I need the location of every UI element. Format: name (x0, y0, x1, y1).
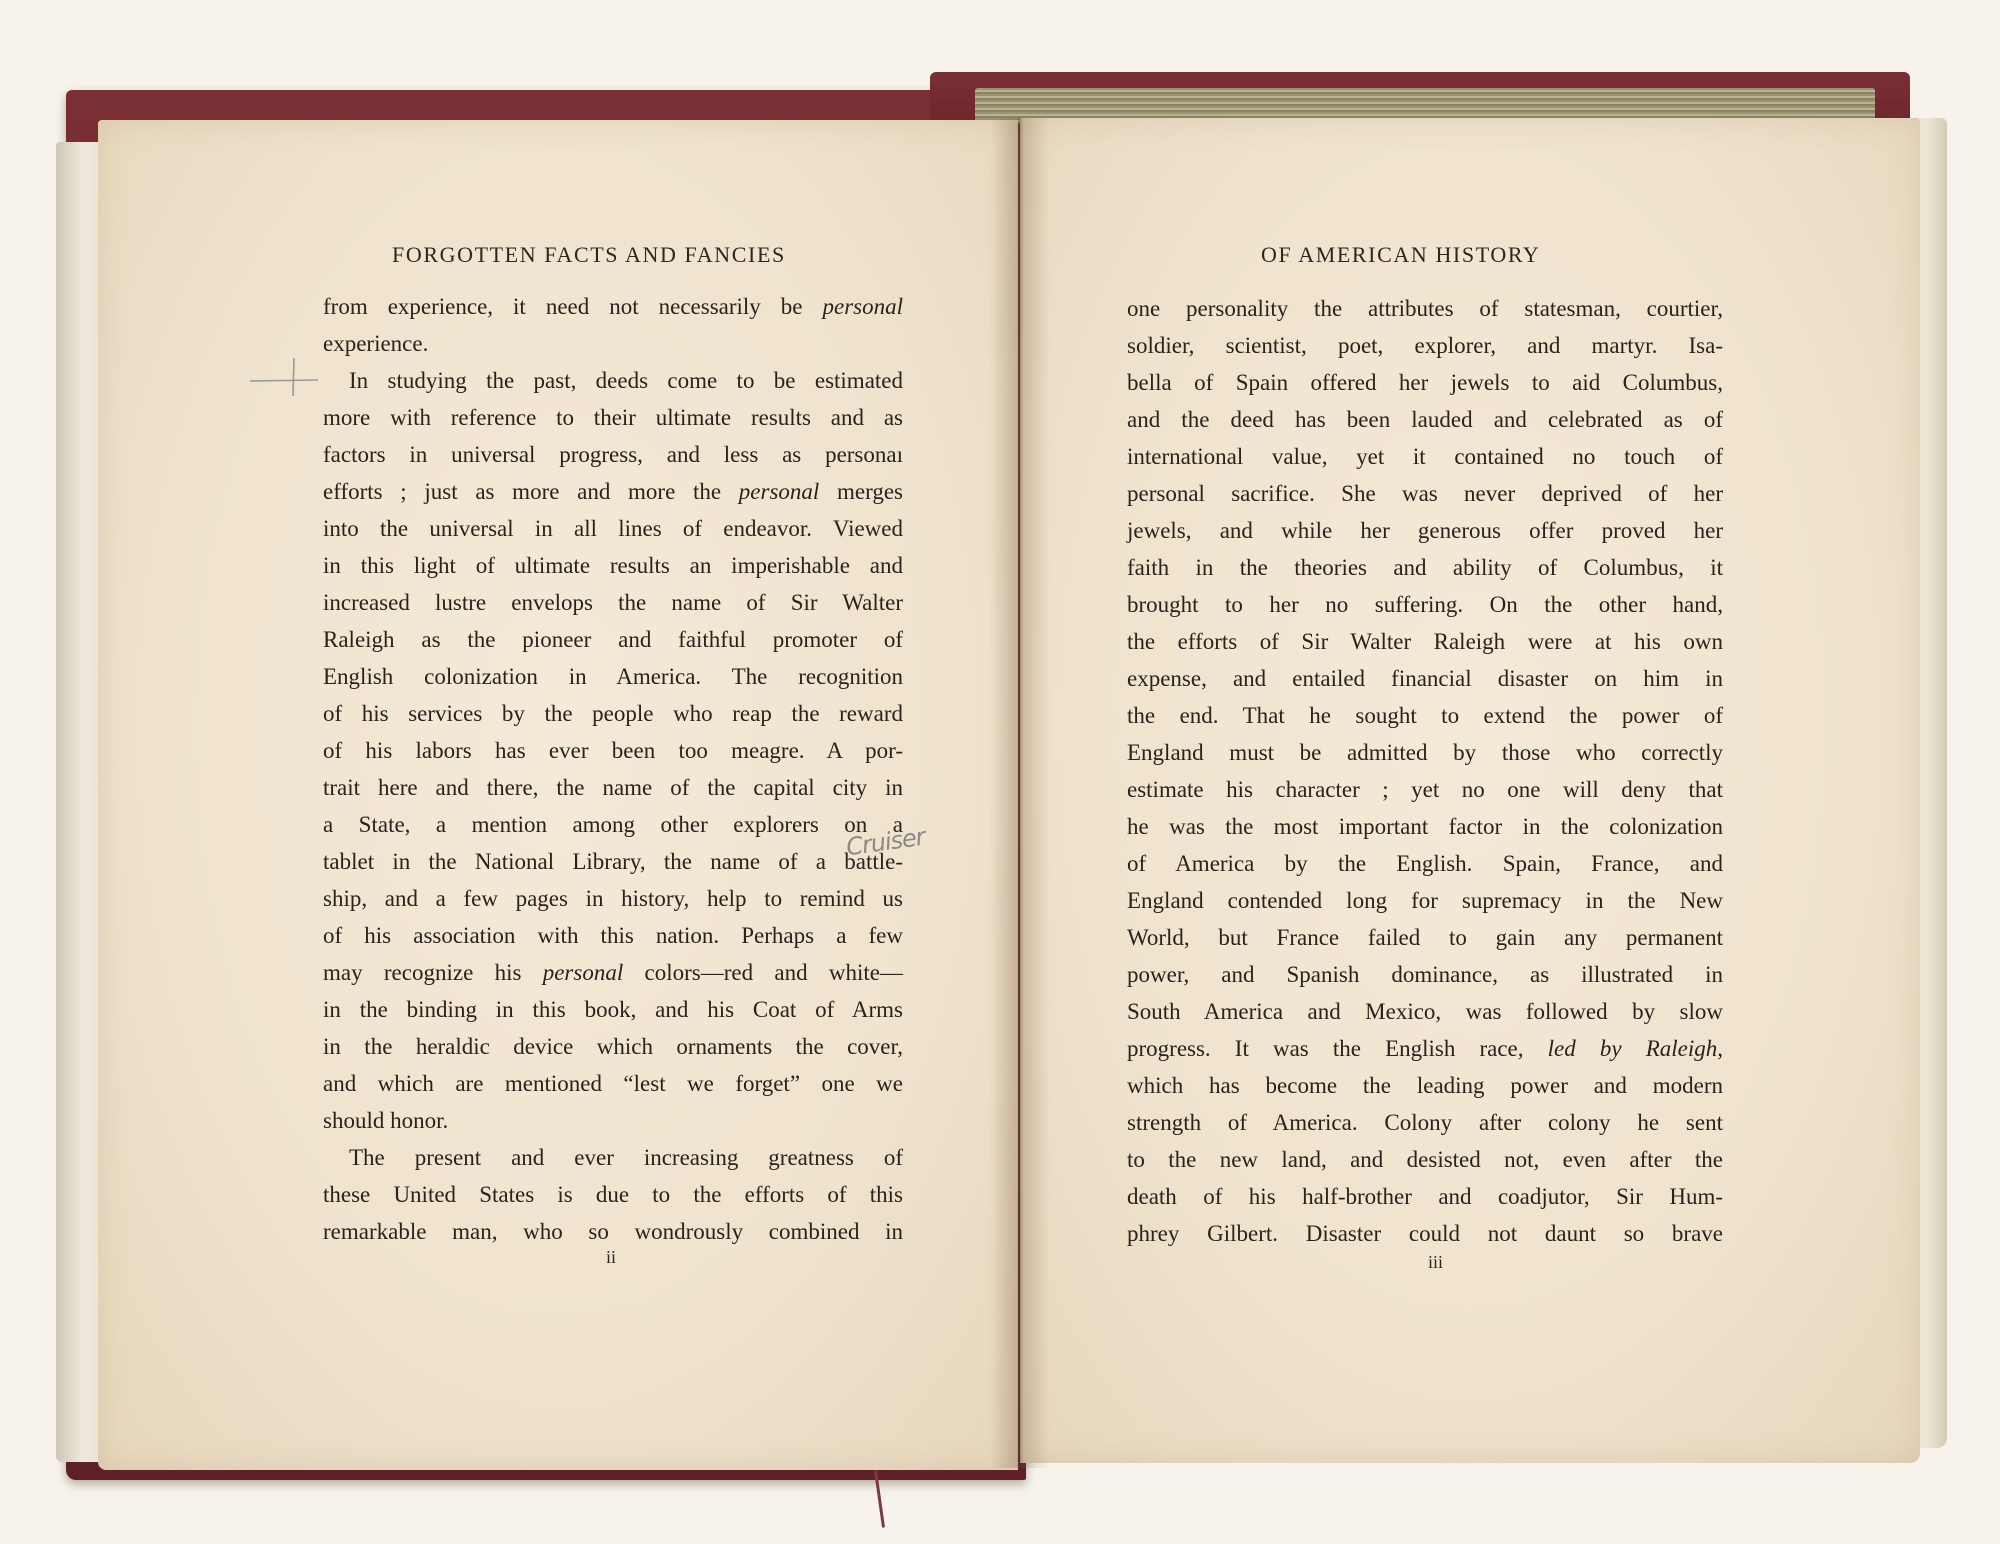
text-line: he was the most important factor in the colonization (1127, 814, 1723, 839)
right-running-head: OF AMERICAN HISTORY (1261, 242, 1541, 267)
text-line: bella of Spain offered her jewels to aid Columbus, (1127, 370, 1723, 395)
text-line: in the heraldic device which ornaments the cover, (323, 1034, 903, 1059)
text-line: international value, yet it contained no touch of (1127, 444, 1723, 469)
text-line: estimate his character ; yet no one will deny that (1127, 777, 1723, 802)
text-line: from experience, it need not necessarily be personal (323, 294, 903, 319)
right-folio: iii (1428, 1252, 1444, 1272)
text-line: jewels, and while her generous offer proved her (1127, 518, 1723, 543)
text-line: the end. That he sought to extend the power of (1127, 703, 1723, 728)
text-line: The present and ever increasing greatness of (349, 1145, 903, 1170)
text-line: more with reference to their ultimate results and as (323, 405, 903, 430)
text-line: ship, and a few pages in history, help to remind us (323, 886, 903, 911)
text-line: into the universal in all lines of endeavor. Viewed (323, 516, 903, 541)
text-line: Raleigh as the pioneer and faithful promoter of (323, 627, 903, 652)
text-line: should honor. (323, 1108, 449, 1133)
text-line: of America by the English. Spain, France, and (1127, 851, 1723, 876)
text-line: the efforts of Sir Walter Raleigh were at his own (1127, 629, 1723, 654)
text-line: of his association with this nation. Perhaps a few (323, 923, 903, 948)
text-line: increased lustre envelops the name of Sir Walter (323, 590, 903, 615)
text-line: progress. It was the English race, led by Raleigh, (1127, 1036, 1723, 1061)
text-line: these United States is due to the efforts of this (323, 1182, 903, 1207)
text-line: strength of America. Colony after colony he sent (1127, 1110, 1723, 1135)
text-line: power, and Spanish dominance, as illustrated in (1127, 962, 1723, 987)
text-line: which has become the leading power and modern (1127, 1073, 1723, 1098)
book-gutter (990, 118, 1050, 1468)
text-line: phrey Gilbert. Disaster could not daunt so brave (1127, 1221, 1723, 1246)
right-text-block (1127, 290, 1723, 1252)
text-line: of his services by the people who reap the reward (323, 701, 903, 726)
text-line: death of his half-brother and coadjutor, Sir Hum- (1127, 1184, 1723, 1209)
text-line: factors in universal progress, and less as personaı (323, 442, 903, 467)
text-line: English colonization in America. The recognition (323, 664, 903, 689)
margin-note: Cruiser (844, 822, 927, 862)
text-line: remarkable man, who so wondrously combined in (323, 1219, 903, 1244)
text-line: a State, a mention among other explorers on a (323, 812, 903, 837)
text-line: and which are mentioned “lest we forget” one we (323, 1071, 903, 1096)
text-line: In studying the past, deeds come to be estimated (349, 368, 903, 393)
text-line: in the binding in this book, and his Coat of Arms (323, 997, 903, 1022)
pencil-cross-mark (250, 356, 320, 406)
text-line: experience. (323, 331, 429, 356)
text-line: of his labors has ever been too meagre. A por- (323, 738, 903, 763)
text-line: England contended long for supremacy in the New (1127, 888, 1723, 913)
text-line: expense, and entailed financial disaster on him in (1127, 666, 1723, 691)
left-folio: ii (606, 1247, 617, 1267)
text-line: soldier, scientist, poet, explorer, and martyr. Isa- (1127, 333, 1723, 358)
text-line: faith in the theories and ability of Columbus, it (1127, 555, 1723, 580)
text-line: tablet in the National Library, the name of a battle- (323, 849, 903, 874)
text-line: may recognize his personal colors—red and white— (323, 960, 903, 985)
text-line: brought to her no suffering. On the other hand, (1127, 592, 1723, 617)
text-line: to the new land, and desisted not, even after the (1127, 1147, 1723, 1172)
text-line: one personality the attributes of statesman, courtier, (1127, 296, 1723, 321)
text-line: efforts ; just as more and more the personal merges (323, 479, 903, 504)
text-line: World, but France failed to gain any permanent (1127, 925, 1723, 950)
text-line: personal sacrifice. She was never deprived of her (1127, 481, 1723, 506)
text-line: England must be admitted by those who correctly (1127, 740, 1723, 765)
left-running-head: FORGOTTEN FACTS AND FANCIES (392, 242, 786, 267)
text-line: in this light of ultimate results an imperishable and (323, 553, 903, 578)
text-line: South America and Mexico, was followed by slow (1127, 999, 1723, 1024)
left-text-block (323, 288, 903, 1250)
text-line: trait here and there, the name of the capital city in (323, 775, 903, 800)
text-line: and the deed has been lauded and celebrated as of (1127, 407, 1723, 432)
